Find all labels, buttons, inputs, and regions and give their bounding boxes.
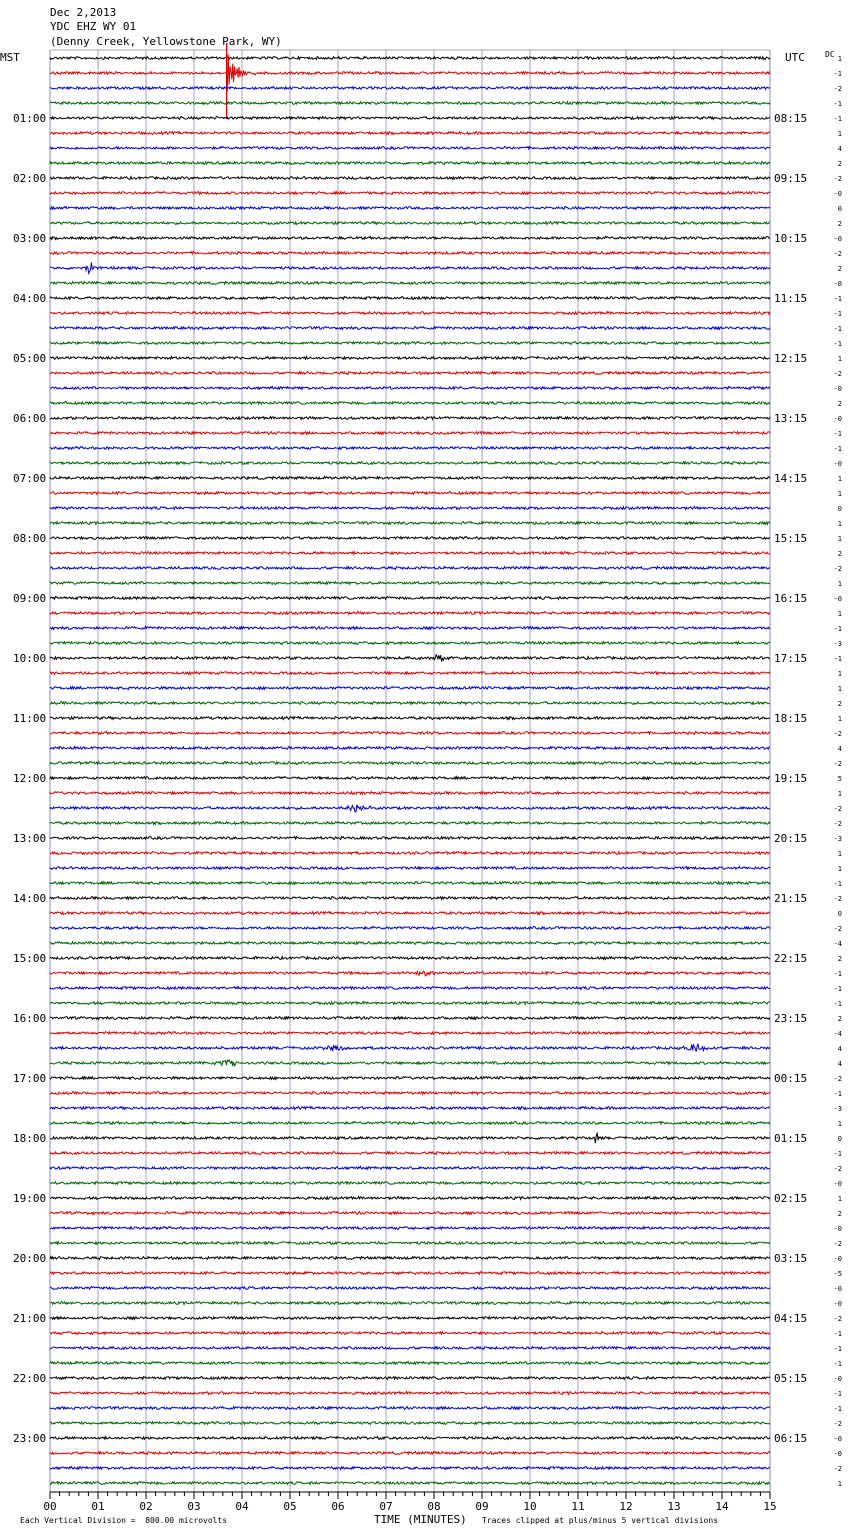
dc-offset-label: -3	[833, 1105, 842, 1113]
dc-offset-label: -1	[833, 1000, 842, 1008]
dc-offset-label: -3	[833, 835, 842, 843]
x-tick-label: 13	[667, 1500, 681, 1513]
dc-offset-label: 4	[837, 745, 842, 753]
seismic-trace	[50, 177, 770, 180]
dc-offset-label: -0	[833, 1225, 842, 1233]
seismic-trace	[50, 492, 770, 495]
hour-label-utc: 23:15	[774, 1012, 808, 1025]
seismic-trace	[50, 1133, 770, 1143]
dc-offset-label: -2	[833, 1315, 842, 1323]
seismic-trace	[50, 1077, 770, 1080]
dc-offset-label: -1	[833, 1150, 842, 1158]
hour-label-mst: 12:00	[13, 772, 47, 785]
dc-offset-label: 1	[837, 610, 842, 618]
hour-label-utc: 08:15	[774, 112, 808, 125]
seismic-trace	[50, 462, 770, 465]
hour-label-utc: 03:15	[774, 1252, 808, 1265]
dc-offset-label: -0	[833, 595, 842, 603]
seismic-trace	[50, 1332, 770, 1335]
dc-offset-label: 1	[837, 535, 842, 543]
hour-label-utc: 21:15	[774, 892, 808, 905]
scale-note: Each Vertical Division = 800.00 microvolts	[20, 1516, 228, 1525]
dc-offset-label: -1	[833, 325, 842, 333]
seismic-trace	[50, 1437, 770, 1440]
dc-offset-label: -1	[833, 880, 842, 888]
dc-offset-label: 1	[837, 670, 842, 678]
hour-label-mst: 15:00	[13, 952, 47, 965]
dc-offset-label: 2	[837, 700, 842, 708]
dc-offset-label: -2	[833, 1240, 842, 1248]
dc-offset-label: -1	[833, 70, 842, 78]
seismic-trace	[50, 87, 770, 90]
seismic-trace	[50, 1362, 770, 1365]
x-tick-label: 07	[379, 1500, 393, 1513]
hour-label-mst: 08:00	[13, 532, 47, 545]
dc-offset-label: 1	[837, 355, 842, 363]
dc-offset-label: 1	[837, 520, 842, 528]
hour-label-utc: 22:15	[774, 952, 808, 965]
x-tick-label: 08	[427, 1500, 441, 1513]
seismic-trace	[50, 747, 770, 750]
dc-offset-label: -2	[833, 85, 842, 93]
dc-offset-label: 2	[837, 550, 842, 558]
dc-offset-label: -0	[833, 1180, 842, 1188]
dc-offset-label: -0	[833, 1435, 842, 1443]
seismic-trace	[50, 1182, 770, 1185]
seismic-trace	[50, 417, 770, 420]
dc-offset-label: -2	[833, 1420, 842, 1428]
hour-label-utc: 14:15	[774, 472, 808, 485]
dc-offset-label: 2	[837, 955, 842, 963]
dc-offset-label: 1	[837, 685, 842, 693]
seismic-trace	[50, 597, 770, 600]
seismic-trace	[50, 867, 770, 870]
hour-label-mst: 07:00	[13, 472, 47, 485]
dc-offset-label: -0	[833, 280, 842, 288]
seismic-trace	[50, 672, 770, 675]
dc-offset-label: -0	[833, 385, 842, 393]
seismic-trace	[50, 792, 770, 795]
seismic-trace	[50, 1242, 770, 1245]
dc-offset-labels	[834, 55, 842, 1488]
dc-offset-label: -2	[833, 895, 842, 903]
seismic-trace	[50, 237, 770, 240]
hour-label-utc: 10:15	[774, 232, 808, 245]
seismic-trace	[50, 477, 770, 480]
hour-label-mst: 05:00	[13, 352, 47, 365]
dc-offset-label: 0	[837, 910, 842, 918]
hour-label-utc: 05:15	[774, 1372, 808, 1385]
hour-label-utc: 06:15	[774, 1432, 808, 1445]
dc-offset-label: -2	[833, 370, 842, 378]
seismic-trace	[50, 1017, 770, 1020]
dc-offset-label: -1	[833, 1405, 842, 1413]
hour-label-utc: 11:15	[774, 292, 808, 305]
dc-offset-label: -2	[833, 1075, 842, 1083]
hour-label-mst: 01:00	[13, 112, 47, 125]
seismic-trace	[50, 537, 770, 540]
seismic-trace	[50, 822, 770, 825]
dc-offset-label: -0	[833, 190, 842, 198]
dc-offset-label: -1	[833, 655, 842, 663]
seismic-traces	[50, 43, 770, 1484]
seismic-trace	[50, 1377, 770, 1380]
dc-offset-label: 5	[837, 775, 842, 783]
seismic-trace	[50, 252, 770, 255]
seismic-trace	[50, 987, 770, 990]
header-station: YDC EHZ WY 01	[50, 20, 137, 33]
grid-lines	[50, 50, 770, 1492]
hour-label-mst: 13:00	[13, 832, 47, 845]
seismic-trace	[50, 162, 770, 165]
seismic-trace	[50, 1287, 770, 1290]
seismic-trace	[50, 882, 770, 885]
dc-offset-label: 1	[837, 850, 842, 858]
dc-offset-label: 2	[837, 265, 842, 273]
dc-offset-label: -2	[833, 925, 842, 933]
seismic-trace	[50, 957, 770, 960]
hour-label-utc: 20:15	[774, 832, 808, 845]
seismic-trace	[50, 1422, 770, 1425]
seismic-trace	[50, 147, 770, 150]
x-tick-label: 05	[283, 1500, 297, 1513]
x-tick-label: 03	[187, 1500, 201, 1513]
dc-offset-label: -1	[833, 100, 842, 108]
left-axis-label: MST	[0, 51, 20, 64]
dc-offset-label: -0	[833, 235, 842, 243]
seismic-trace	[50, 702, 770, 705]
dc-offset-label: -1	[833, 1330, 842, 1338]
seismic-trace	[50, 57, 770, 60]
dc-offset-label: -1	[833, 1390, 842, 1398]
seismic-trace	[50, 627, 770, 630]
seismic-trace	[50, 805, 770, 812]
seismic-trace	[50, 852, 770, 855]
hour-label-utc: 01:15	[774, 1132, 808, 1145]
seismic-trace	[50, 507, 770, 510]
dc-offset-label: -1	[833, 1345, 842, 1353]
seismic-trace	[50, 971, 770, 976]
seismic-trace	[50, 1467, 770, 1470]
dc-offset-label: 0	[837, 1135, 842, 1143]
x-tick-label: 04	[235, 1500, 249, 1513]
dc-offset-label: 1	[837, 130, 842, 138]
dc-offset-label: -1	[833, 1090, 842, 1098]
seismic-trace	[50, 1060, 770, 1066]
hour-label-utc: 02:15	[774, 1192, 808, 1205]
hour-label-mst: 03:00	[13, 232, 47, 245]
dc-offset-label: -0	[833, 1255, 842, 1263]
seismic-trace	[50, 132, 770, 135]
dc-offset-label: 2	[837, 160, 842, 168]
seismic-trace	[50, 372, 770, 375]
dc-offset-label: 0	[837, 505, 842, 513]
dc-offset-label: -3	[833, 640, 842, 648]
seismic-trace	[50, 642, 770, 645]
header-date: Dec 2,2013	[50, 6, 117, 19]
dc-offset-label: 1	[837, 490, 842, 498]
seismic-trace	[50, 897, 770, 900]
seismic-trace	[50, 1152, 770, 1155]
seismic-trace	[50, 1227, 770, 1230]
dc-offset-label: -0	[833, 1300, 842, 1308]
x-tick-label: 01	[91, 1500, 105, 1513]
seismic-trace	[50, 1257, 770, 1260]
dc-label: DC	[825, 50, 835, 59]
hour-label-utc: 19:15	[774, 772, 808, 785]
dc-offset-label: 2	[837, 220, 842, 228]
dc-offset-label: -2	[833, 175, 842, 183]
dc-offset-label: -1	[833, 1360, 842, 1368]
seismic-trace	[50, 54, 770, 91]
seismic-trace	[50, 327, 770, 330]
seismic-trace	[50, 262, 770, 273]
seismic-trace	[50, 1392, 770, 1395]
dc-offset-label: -2	[833, 1165, 842, 1173]
hour-label-utc: 17:15	[774, 652, 808, 665]
dc-offset-label: -0	[833, 1285, 842, 1293]
dc-offset-label: 1	[837, 475, 842, 483]
seismic-trace	[50, 942, 770, 945]
seismic-trace	[50, 387, 770, 390]
seismic-trace	[50, 1167, 770, 1170]
seismic-trace	[50, 687, 770, 690]
seismic-trace	[50, 447, 770, 450]
x-tick-label: 09	[475, 1500, 489, 1513]
clip-note: Traces clipped at plus/minus 5 vertical divisions	[482, 1516, 719, 1525]
hour-label-mst: 11:00	[13, 712, 47, 725]
seismic-trace	[50, 567, 770, 570]
seismic-trace	[50, 1122, 770, 1125]
dc-offset-label: -4	[833, 940, 842, 948]
dc-offset-label: -1	[833, 295, 842, 303]
seismic-trace	[50, 297, 770, 300]
hour-label-mst: 19:00	[13, 1192, 47, 1205]
seismic-trace	[50, 432, 770, 435]
hour-label-mst: 23:00	[13, 1432, 47, 1445]
seismic-trace	[50, 357, 770, 360]
seismic-trace	[50, 582, 770, 585]
seismic-trace	[50, 1302, 770, 1305]
dc-offset-label: 1	[837, 55, 842, 63]
seismic-trace	[50, 1044, 770, 1052]
seismic-trace	[50, 207, 770, 210]
seismic-trace	[50, 717, 770, 720]
hour-label-utc: 04:15	[774, 1312, 808, 1325]
seismic-trace	[50, 402, 770, 405]
hour-label-mst: 21:00	[13, 1312, 47, 1325]
dc-offset-label: -1	[833, 625, 842, 633]
hour-label-mst: 17:00	[13, 1072, 47, 1085]
hour-label-utc: 18:15	[774, 712, 808, 725]
x-tick-label: 15	[763, 1500, 777, 1513]
dc-offset-label: -2	[833, 730, 842, 738]
seismic-trace	[50, 612, 770, 615]
x-tick-label: 00	[43, 1500, 57, 1513]
dc-offset-label: -5	[833, 1270, 842, 1278]
seismic-trace	[50, 1272, 770, 1275]
seismic-trace	[50, 1452, 770, 1455]
dc-offset-label: 1	[837, 1195, 842, 1203]
seismic-trace	[50, 1197, 770, 1200]
hour-label-utc: 00:15	[774, 1072, 808, 1085]
header-location: (Denny Creek, Yellowstone Park, WY)	[50, 35, 282, 48]
seismic-trace	[50, 912, 770, 915]
hour-label-utc: 16:15	[774, 592, 808, 605]
x-tick-label: 02	[139, 1500, 153, 1513]
dc-offset-label: -4	[833, 1030, 842, 1038]
x-tick-label: 06	[331, 1500, 345, 1513]
seismic-trace	[50, 1347, 770, 1350]
seismic-trace	[50, 762, 770, 765]
dc-offset-label: -1	[833, 985, 842, 993]
seismic-trace	[50, 312, 770, 315]
seismic-trace	[50, 282, 770, 285]
dc-offset-label: -2	[833, 760, 842, 768]
hour-label-mst: 04:00	[13, 292, 47, 305]
right-axis-label: UTC	[785, 51, 805, 64]
x-tick-label: 10	[523, 1500, 537, 1513]
hour-label-mst: 18:00	[13, 1132, 47, 1145]
dc-offset-label: 4	[837, 1060, 842, 1068]
dc-offset-label: 2	[837, 400, 842, 408]
dc-offset-label: -0	[833, 460, 842, 468]
x-tick-label: 14	[715, 1500, 729, 1513]
x-tick-label: 11	[571, 1500, 585, 1513]
seismic-trace	[50, 1107, 770, 1110]
dc-offset-label: -2	[833, 250, 842, 258]
seismic-trace	[50, 342, 770, 345]
dc-offset-label: -1	[833, 310, 842, 318]
dc-offset-label: -2	[833, 565, 842, 573]
hour-label-mst: 14:00	[13, 892, 47, 905]
x-axis-title: TIME (MINUTES)	[374, 1513, 467, 1526]
dc-offset-label: -1	[833, 970, 842, 978]
seismic-trace	[50, 1032, 770, 1035]
hour-label-mst: 22:00	[13, 1372, 47, 1385]
dc-offset-label: -0	[833, 1375, 842, 1383]
seismic-trace	[50, 1407, 770, 1410]
dc-offset-label: 1	[837, 715, 842, 723]
seismic-trace	[50, 522, 770, 525]
dc-offset-label: -0	[833, 1450, 842, 1458]
seismic-trace	[50, 837, 770, 840]
seismic-trace	[50, 1317, 770, 1320]
hour-label-mst: 02:00	[13, 172, 47, 185]
seismic-trace	[50, 655, 770, 661]
hour-label-utc: 09:15	[774, 172, 808, 185]
seismic-trace	[50, 102, 770, 105]
seismic-trace	[50, 552, 770, 555]
seismic-trace	[50, 1002, 770, 1005]
hour-label-utc: 15:15	[774, 532, 808, 545]
seismic-trace	[50, 1092, 770, 1095]
hour-label-mst: 20:00	[13, 1252, 47, 1265]
hour-label-mst: 09:00	[13, 592, 47, 605]
seismic-trace	[50, 1482, 770, 1485]
dc-offset-label: -0	[833, 415, 842, 423]
x-tick-label: 12	[619, 1500, 633, 1513]
dc-offset-label: 2	[837, 1210, 842, 1218]
dc-offset-label: 1	[837, 865, 842, 873]
dc-offset-label: 1	[837, 1120, 842, 1128]
dc-offset-label: 0	[837, 205, 842, 213]
seismic-trace	[50, 192, 770, 195]
dc-offset-label: 1	[837, 790, 842, 798]
hour-label-mst: 06:00	[13, 412, 47, 425]
hour-label-utc: 12:15	[774, 352, 808, 365]
seismic-trace	[50, 117, 770, 120]
hour-label-utc: 13:15	[774, 412, 808, 425]
dc-offset-label: -1	[833, 115, 842, 123]
dc-offset-label: 4	[837, 145, 842, 153]
seismic-trace	[50, 1212, 770, 1215]
dc-offset-label: 1	[837, 1480, 842, 1488]
dc-offset-label: -1	[833, 445, 842, 453]
seismic-trace	[50, 777, 770, 780]
dc-offset-label: -2	[833, 820, 842, 828]
seismic-trace	[50, 222, 770, 225]
seismic-trace	[50, 732, 770, 735]
hour-label-mst: 16:00	[13, 1012, 47, 1025]
x-axis	[43, 1492, 776, 1513]
dc-offset-label: 2	[837, 1015, 842, 1023]
seismic-trace	[50, 927, 770, 930]
dc-offset-label: 1	[837, 580, 842, 588]
hour-label-mst: 10:00	[13, 652, 47, 665]
dc-offset-label: -2	[833, 805, 842, 813]
dc-offset-label: -1	[833, 340, 842, 348]
dc-offset-label: -1	[833, 430, 842, 438]
dc-offset-label: -2	[833, 1465, 842, 1473]
dc-offset-label: 4	[837, 1045, 842, 1053]
